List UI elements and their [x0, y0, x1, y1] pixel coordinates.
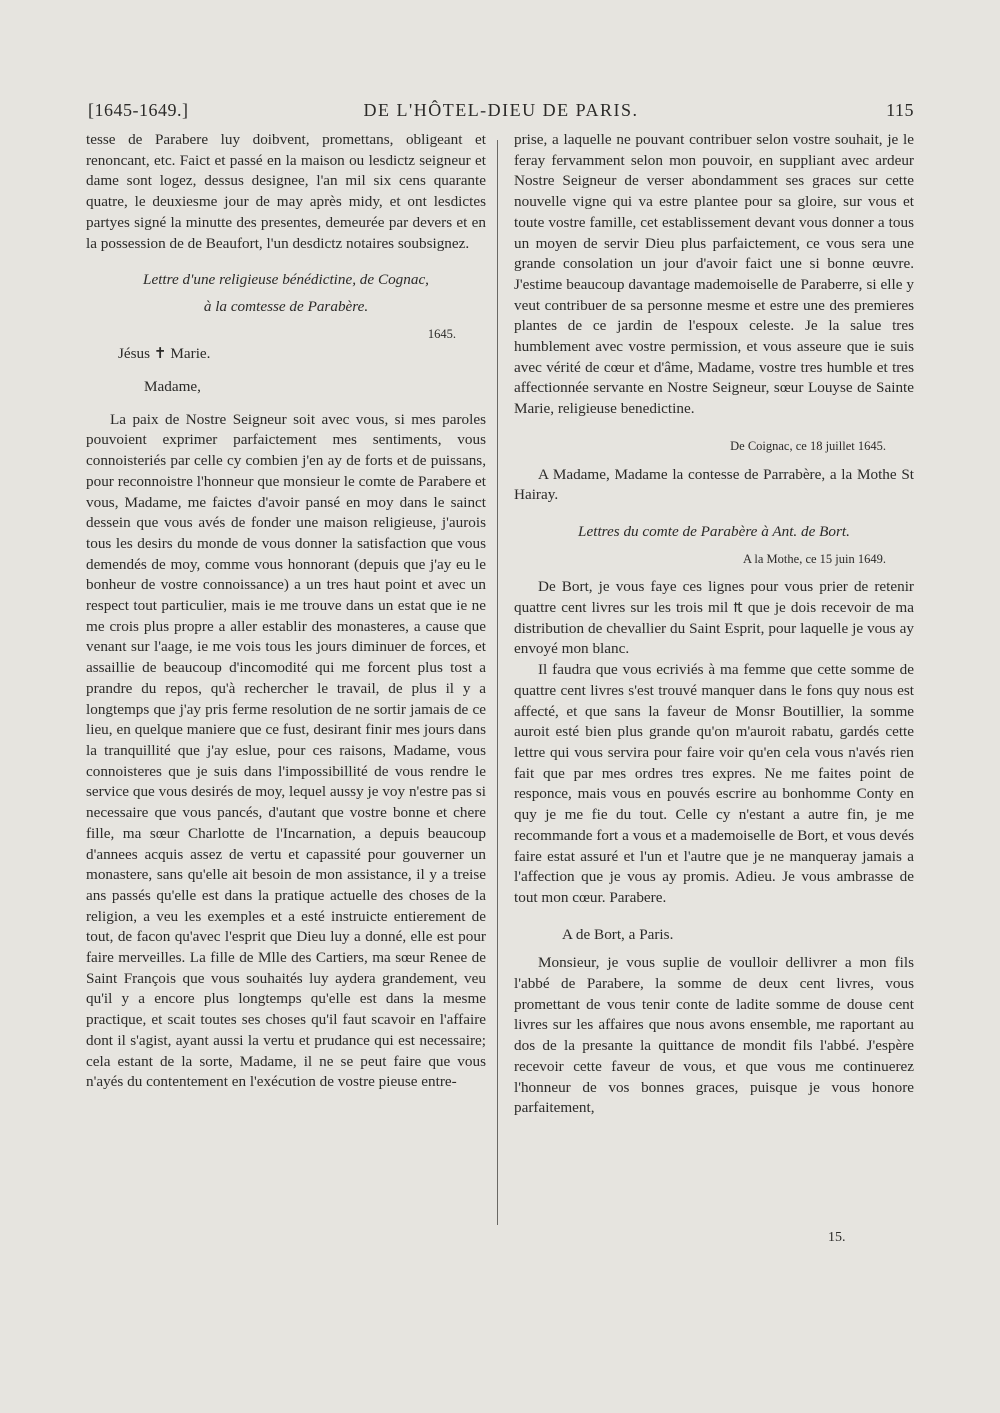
- paragraph-monsieur: Monsieur, je vous suplie de voulloir dellivrer a mon fils l'abbé de Parabere, la somme de deux cent livres, vous promettant de vous tenir conte de ladite somme de douse cent livres sur les affaires que nous avons ensemble, me raportant au dos de la presante la quittance de mondit fils l'abbé. J'espère recevoir cette faveur de vous, et que vous me continuerez l'honneur de vos bonnes graces, puisque je vous honore parfaitement,: [514, 954, 914, 1117]
- signature-mark: 15.: [828, 1230, 846, 1245]
- column-divider: [497, 140, 498, 1225]
- paragraph-letter-continued: prise, a laquelle ne pouvant contribuer selon vostre souhait, je le feray fervamment selon mon pouvoir, en suppliant avec ardeur Nostre Seigneur de verser abondamment ses graces sur cette nouvelle vigne qui va estre plantee pour sa gloire, sur vous et toute vostre famille, cet establissement devant vous donner a tous un moyen de servir Dieu plus parfaictement, ce vous sera une grande consolation un jour d'avoir faict une si bonne œuvre. J'estime beaucoup davantage mademoiselle de Paraberre, si elle y veut contribuer de sa personne mesme et estre une des premieres plantes de ce jardin de l'espoux celeste. Je la salue tres humblement avec vostre permission, et vous asseure que ie suis avec vérité de cœur et d'âme, Madame, vostre tres humble et tres affectionnée servante en Nostre Seigneur, sœur Louyse de Sainte Marie, religieuse benedictine.: [514, 131, 914, 418]
- paragraph-notarial-close: tesse de Parabere luy doibvent, promettans, obligeant et renoncant, etc. Faict et passé en la maison ou lesdictz seigneur et dame sont logez, dessus designee, l'an mil six cens quarante quatre, le deuxiesme jour de may après midy, et ont lesdictes partyes signé la minutte des presentes, demeurée par devers et en la possession de de Beaufort, l'un desdictz notaires soubsignez.: [86, 131, 486, 252]
- left-column: [86, 130, 486, 1093]
- paragraph-de-bort: De Bort, je vous faye ces lignes pour vous prier de retenir quattre cent livres sur les trois mil ₶ que je dois recevoir de ma distribution de chevallier du Saint Esprit, pour laquelle je vous ay envoyé mon blanc.: [514, 578, 914, 658]
- paragraph-il-faudra: Il faudra que vous ecriviés à ma femme que cette somme de quattre cent livres s'est trouvé manquer dans le fons quy nous est affecté, et que sans la faveur de Monsr Boutillier, la somme auroit esté bien plus grande qu'on m'auroit rabatu, gardés cette lettre qui vous servira pour faire voir qu'en cela vous n'avés rien fait que par mes ordres tres expres. Ne me faites point de responce, mais vous en pouvés escrire au bonhomme Conty en quy je me fie du tout. Celle cy n'estant a autre fin, je me recommande fort a vous et a mademoiselle de Bort, et vous devés faire estat assuré et l'un et l'autre que je ne manqueray jamais a l'affection que je vous ay promis. Adieu. Je vous ambrasse de tout mon cœur. Parabere.: [514, 661, 914, 906]
- invocation: Jésus ✝ Marie.: [118, 345, 211, 363]
- letters-title: Lettres du comte de Parabère à Ant. de Bort.: [578, 522, 850, 540]
- letter-title-line2: à la comtesse de Parabère.: [203, 297, 369, 315]
- salutation: Madame,: [144, 378, 201, 396]
- address-de-bort: A de Bort, a Paris.: [562, 925, 674, 943]
- right-column: [514, 130, 914, 1119]
- paragraph-letter-body: La paix de Nostre Seigneur soit avec vous, si mes paroles pouvoient exprimer parfaictement mes sentiments, vous connoisteriés par celle cy combien j'en ay de forts et de puissans, pour reconnoistre l'honneur que monsieur le comte de Parabere et vous, Madame, me faictes d'avoir pansé en moy dans le sainct dessein que vous avés de fonder une maison religieuse, j'aurois tous les desirs du monde de vous donner la satisfaction que vous demendés de moy, comme vous honnorant (depuis que j'ay eu le bonheur de vostre connoissance) a un tres haut point et avec un respect tout particulier, mais ie me trouve dans un estat que ie ne me crois plus propre a aller establir des monasteres, a cause que venant sur l'aage, ie me vois tous les jours diminuer de forces, et assaillie de beaucoup d'incomodité qui me forcent plus tost a prandre du repos, qu'à rechercher le travail, de plus il y a longtemps que j'ay pris ferme resolution de ne sortir jamais de ce lieu, en quelque maniere que ce fust, desirant finir mes jours dans la tranquillité que j'ay eslue, pour ces raisons, Madame, vous connoisteres que je suis dans l'impossibillité de vous rendre le service que vous desirés de moy, lequel aussy je voy n'estre pas si necessaire que vous pancés, d'autant que vostre bonne et chere fille, ma sœur Charlotte de l'Incarnation, a depuis beaucoup d'annees acquis assez de vertu et capassité pour gouverner un monastere, sans qu'elle ait besoin de mon assistance, il y a treise ans passés qu'elle est dans la pratique actuelle des choses de la religion, a veu les exemples et a esté instruicte entierement de tout, de facon qu'avec l'esprit que Dieu luy a donné, elle est pour faire merveilles. La fille de Mlle des Cartiers, ma sœur Renee de Saint François que vous souhaités luy aydera grandement, veu qu'il y a encore plus longtemps qu'elle est dans la mesme practique, et scait toutes ses choses qu'il faut scavoir en l'affaire dont il s'agist, ayant aussi la vertu et prudance qui est necessaire; cela estant de la sorte, Madame, il ne se peut faire que vous n'ayés du contentement en l'exécution de vostre pieuse entre-: [86, 410, 486, 1091]
- header-title: DE L'HÔTEL-DIEU DE PARIS.: [363, 100, 639, 120]
- header-date-range: [1645-1649.]: [88, 100, 189, 120]
- dateline-mothe: A la Mothe, ce 15 juin 1649.: [742, 551, 886, 566]
- running-header: [88, 100, 914, 130]
- address-contesse: A Madame, Madame la contesse de Parrabère, a la Mothe St Hairay.: [514, 465, 914, 504]
- letter-title-line1: Lettre d'une religieuse bénédictine, de Cognac,: [143, 271, 429, 289]
- page-number: 115: [886, 100, 914, 120]
- letter-year: 1645.: [427, 326, 456, 341]
- dateline-coignac: De Coignac, ce 18 juillet 1645.: [730, 438, 886, 453]
